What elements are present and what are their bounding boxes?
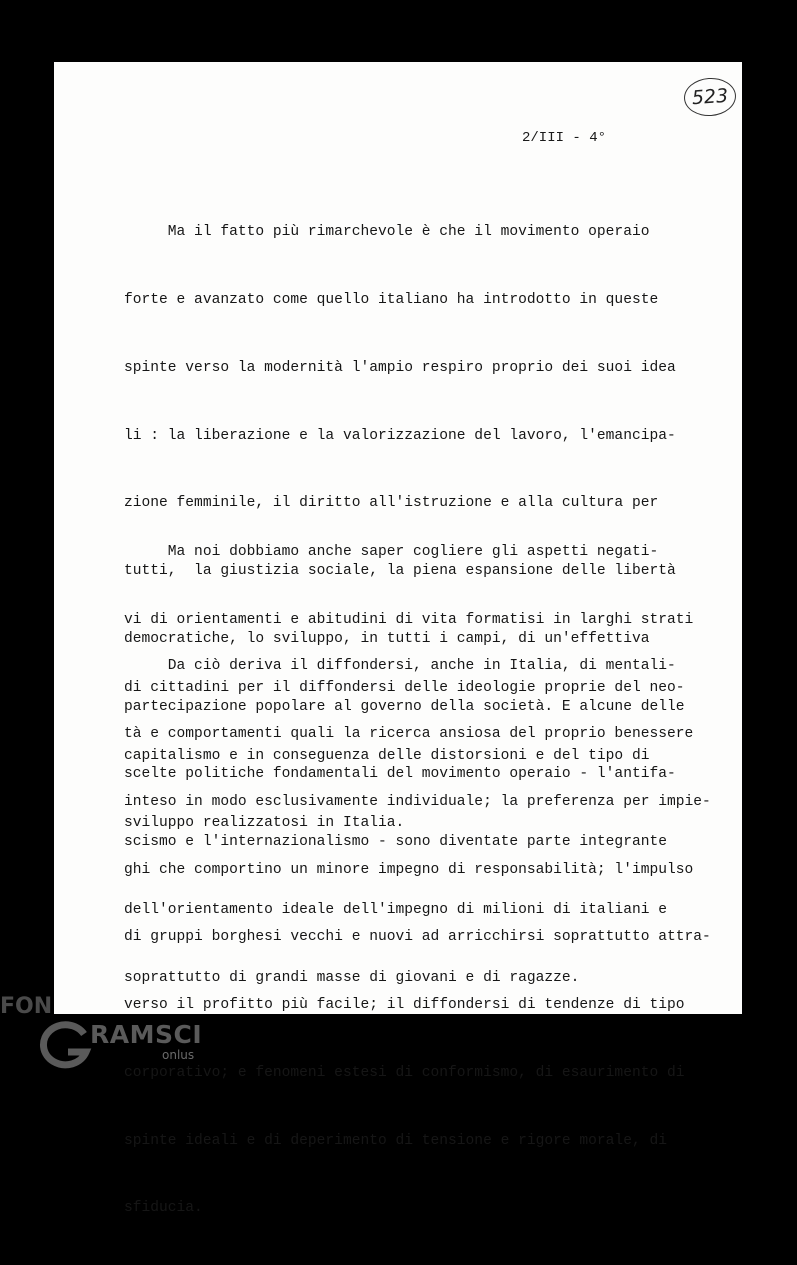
text-line: di gruppi borghesi vecchi e nuovi ad arricchirsi soprattutto attra-	[124, 929, 711, 946]
paragraph-3	[124, 610, 724, 1265]
text-line: Ma noi dobbiamo anche saper cogliere gli aspetti negati-	[124, 544, 659, 561]
text-line: Da ciò deriva il diffondersi, anche in Italia, di mentali-	[124, 658, 676, 675]
text-line: tutti, la giustizia sociale, la piena espansione delle libertà	[124, 563, 676, 580]
text-line: sfiducia.	[124, 1200, 203, 1217]
text-line: zione femminile, il diritto all'istruzione e alla cultura per	[124, 495, 659, 512]
watermark-fon-text: FON	[0, 994, 53, 1019]
text-line: scismo e l'internazionalismo - sono diventate parte integrante	[124, 834, 667, 851]
text-line: partecipazione popolare al governo della società. E alcune delle	[124, 698, 685, 715]
text-line: ghi che comportino un minore impegno di responsabilità; l'impulso	[124, 861, 694, 878]
text-line: soprattutto di grandi masse di giovani e di ragazze.	[124, 969, 580, 986]
text-line: di cittadini per il diffondersi delle ideologie proprie del neo-	[124, 679, 685, 696]
fondazione-gramsci-watermark	[0, 990, 230, 1080]
text-line: vi di orientamenti e abitudini di vita formatisi in larghi strati	[124, 611, 694, 628]
text-line: tà e comportamenti quali la ricerca ansiosa del proprio benessere	[124, 725, 694, 742]
watermark-onlus-text: onlus	[162, 1048, 195, 1062]
text-line: forte e avanzato come quello italiano ha introdotto in queste	[124, 291, 659, 308]
text-line: sviluppo realizzatosi in Italia.	[124, 815, 405, 832]
text-line: dell'orientamento ideale dell'impegno di milioni di italiani e	[124, 902, 667, 918]
text-line: spinte verso la modernità l'ampio respiro proprio dei suoi idea	[124, 359, 676, 376]
watermark-gramsci-text: RAMSCI	[90, 1020, 203, 1049]
text-line: li : la liberazione e la valorizzazione del lavoro, l'emancipa-	[124, 427, 676, 444]
text-line: Ma il fatto più rimarchevole è che il movimento operaio	[124, 224, 650, 241]
text-line: spinte ideali e di deperimento di tensione e rigore morale, di	[124, 1132, 667, 1149]
text-line: democratiche, lo sviluppo, in tutti i campi, di un'effettiva	[124, 630, 650, 647]
text-line: capitalismo e in conseguenza delle distorsioni e del tipo di	[124, 747, 650, 764]
text-line: verso il profitto più facile; il diffondersi di tendenze di tipo	[124, 997, 685, 1014]
archive-stamp: 523	[683, 76, 738, 118]
text-line: scelte politiche fondamentali del movimento operaio - l'antifa-	[124, 766, 676, 783]
text-line: corporativo; e fenomeni estesi di conformismo, di esaurimento di	[124, 1064, 685, 1081]
page-reference: 2/III - 4°	[522, 130, 607, 146]
text-line: inteso in modo esclusivamente individuale; la preferenza per impie-	[124, 793, 711, 810]
gramsci-g-logo-icon	[32, 1020, 92, 1070]
